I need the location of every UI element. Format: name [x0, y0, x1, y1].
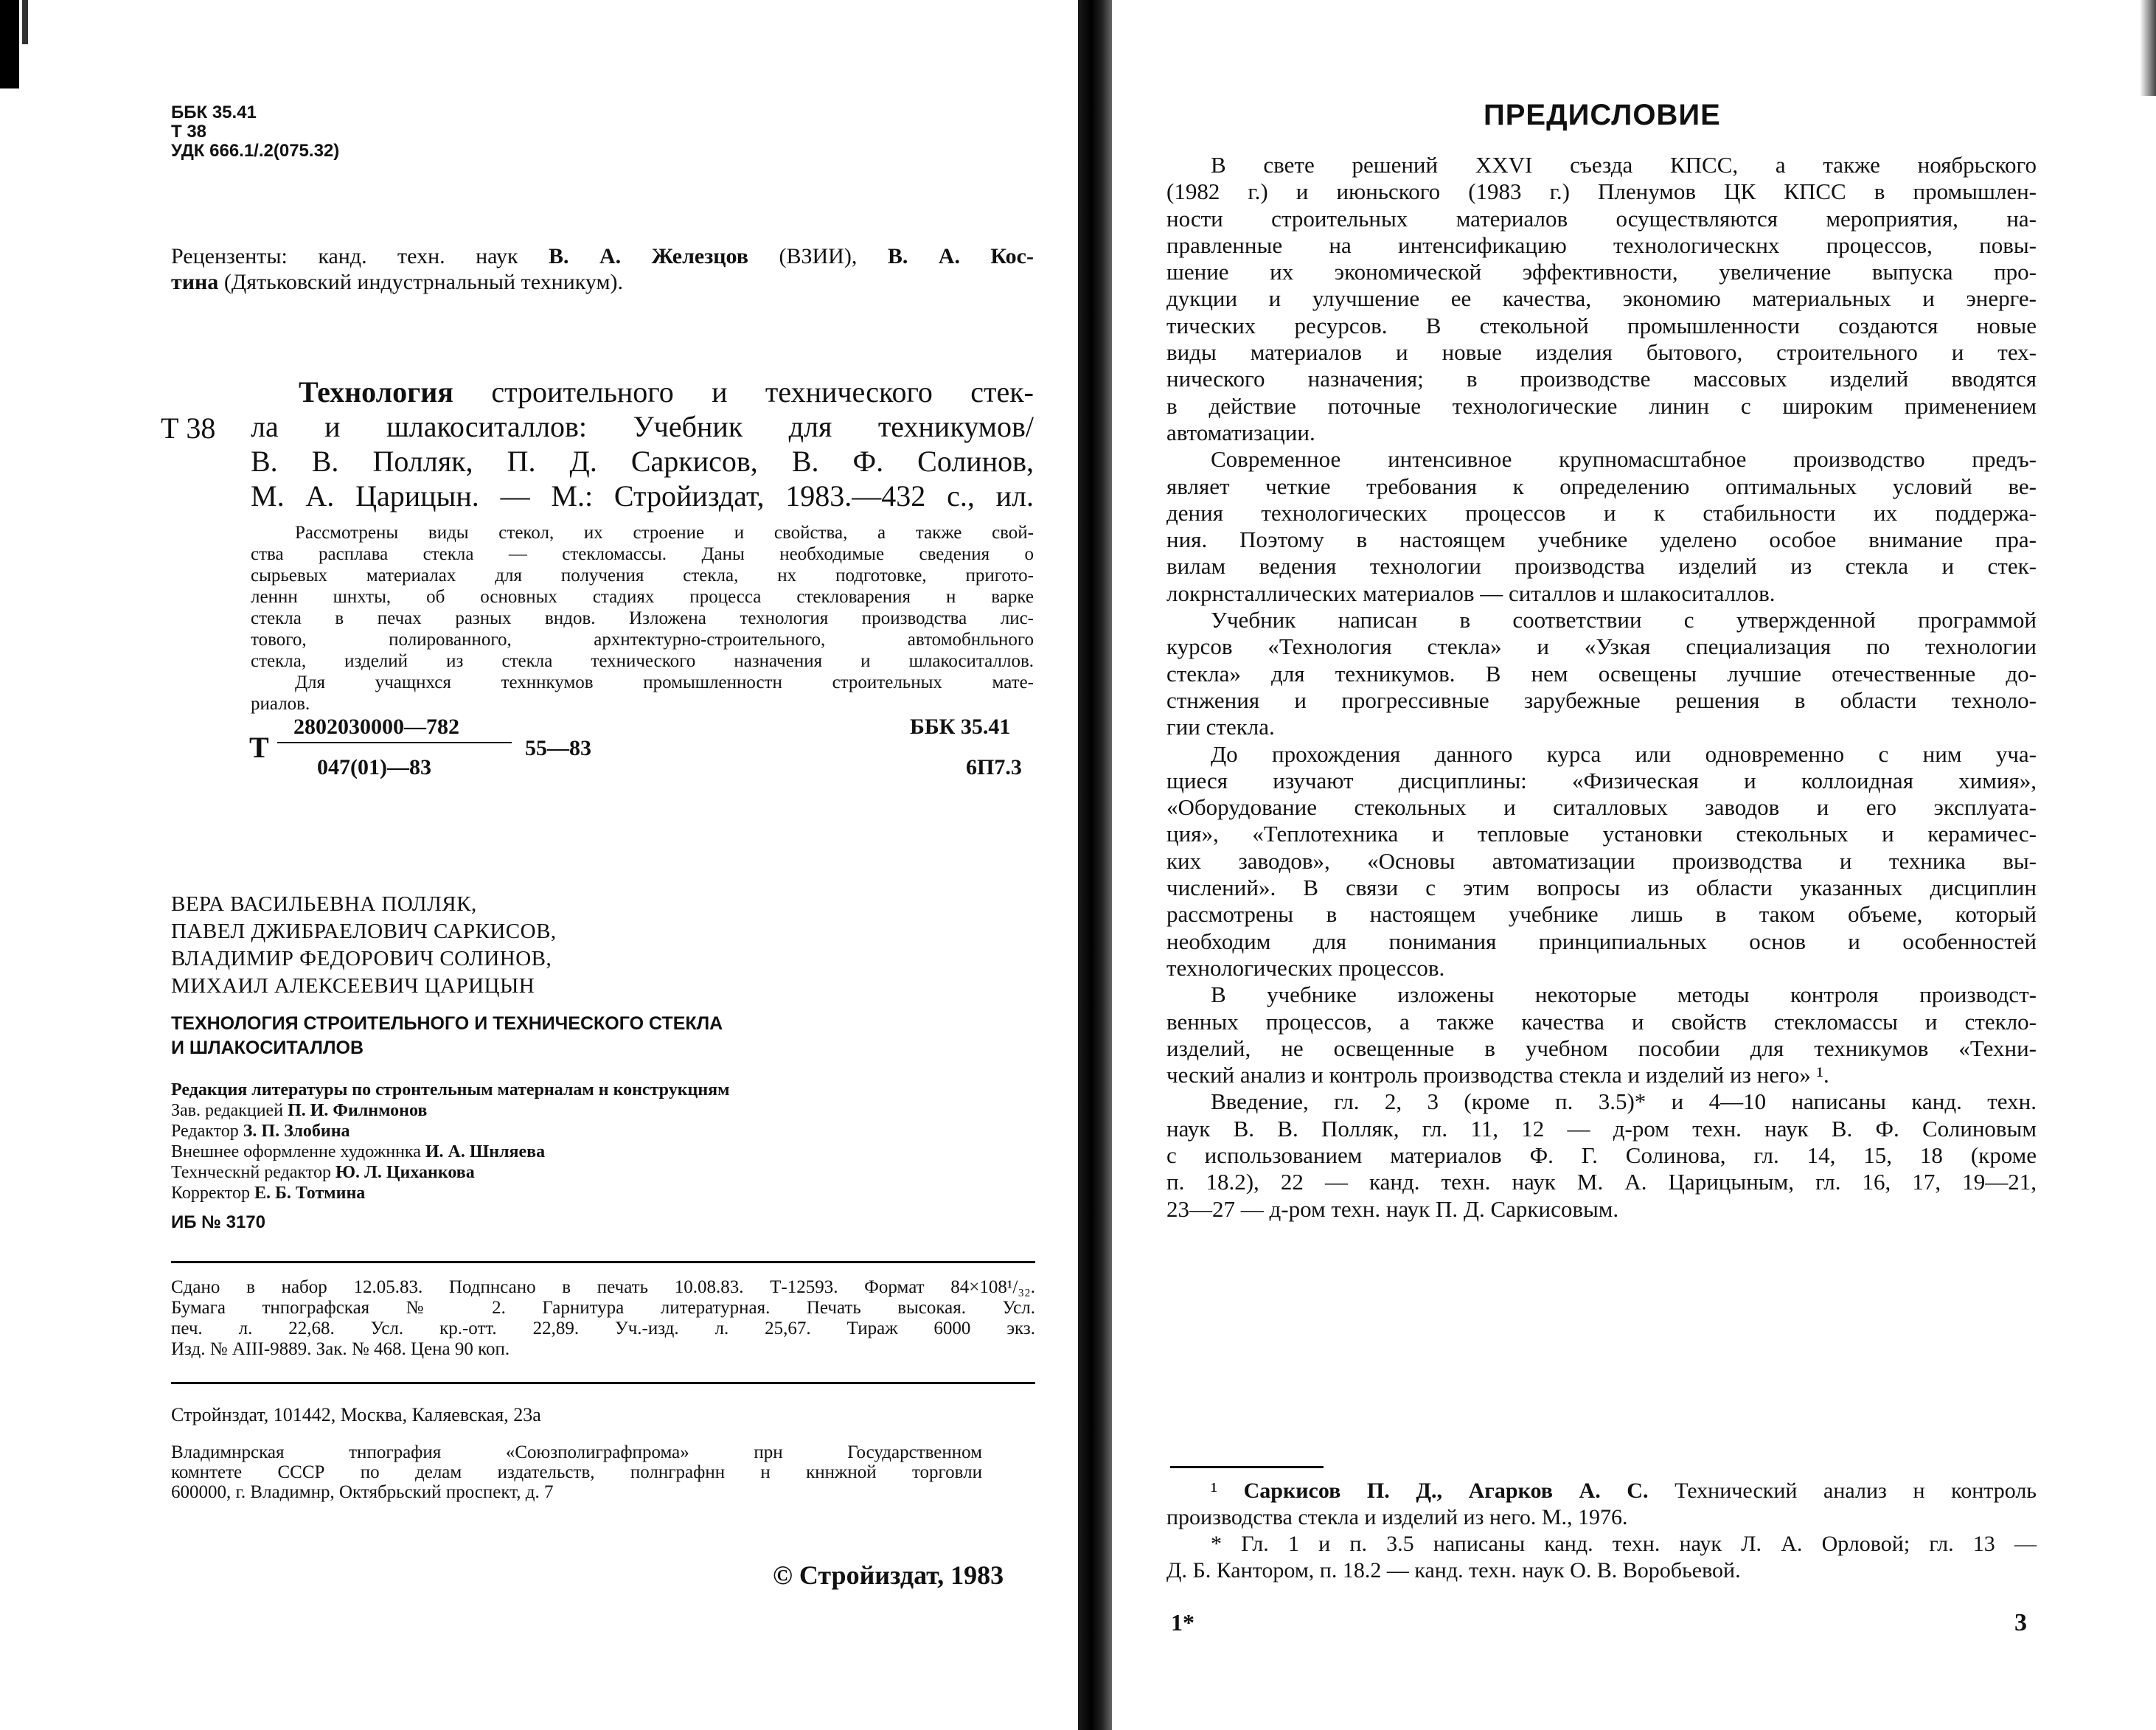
credit-line: Технческнй редактор Ю. Л. Циханкова: [171, 1163, 475, 1182]
preface-line: щиеся изучают дисциплины: «Физическая и коллоидная химия»,: [1166, 767, 2037, 793]
credits: [171, 1080, 730, 1203]
preface-line: в действие поточные технологические линин с широким применением: [1166, 392, 2037, 419]
reviewers: [171, 243, 1034, 295]
preface-line: дения технологических процессов и к стабильности их поддержа-: [1166, 499, 2037, 526]
annotation-line: стекла в печах разных вндов. Изложена технология производства лис-: [251, 608, 1034, 628]
divider: [171, 1261, 1035, 1263]
divider: [171, 1382, 1035, 1384]
formula-letter: Т: [249, 731, 269, 764]
preface-heading: ПРЕДИСЛОВИЕ: [1484, 99, 1721, 131]
credit-line: Корректор Е. Б. Тотмина: [171, 1184, 366, 1203]
preface-line: рассмотрены в настоящем учебнике лишь в таком объеме, который: [1166, 901, 2037, 928]
imprint-line: Бумага тнпографская № 2. Гарнитура литературная. Печать высокая. Усл.: [171, 1298, 1035, 1318]
annotation-line: стекла, изделий из стекла технического назначения и шлакоситаллов.: [251, 651, 1034, 671]
t38-code: Т 38: [171, 122, 207, 142]
preface-line: п. 18.2), 22 — канд. техн. наук М. А. Царицыным, гл. 16, 17, 19—21,: [1166, 1169, 2037, 1195]
formula-middle: 55—83: [525, 736, 591, 760]
catalog-entry: [251, 375, 1034, 513]
imprint-line: Изд. № АIII-9889. Зак. № 468. Цена 90 коп.: [171, 1339, 510, 1359]
preface-line: виды материалов и новые изделия бытового, строительного и тех-: [1166, 339, 2037, 366]
annotation-line: Рассмотрены виды стекол, их строение и свойства, а также свой-: [295, 523, 1034, 543]
catalog-line-4: М. А. Царицын. — М.: Стройиздат, 1983.—432 с., ил.: [251, 479, 1034, 513]
authors-list: [171, 891, 557, 1000]
annotation-line: тового, полированного, архнтектурно-строительного, автомобнльного: [251, 630, 1034, 650]
annotation-line: сырьевых материалах для получения стекла, нх подготовке, пригото-: [251, 566, 1034, 586]
publisher-address: Стройнздат, 101442, Москва, Каляевская, 23а: [171, 1404, 541, 1425]
annotation-line: Для учащнхся техннкумов промышленностн строительных мате-: [295, 673, 1034, 692]
catalog-line-3: В. В. Полляк, П. Д. Саркисов, В. Ф. Солинов,: [251, 445, 1034, 478]
credit-line: Зав. редакцией П. И. Филнмонов: [171, 1101, 428, 1120]
annotation: [251, 522, 1034, 715]
fraction-line: [277, 742, 512, 743]
right-page: [1078, 0, 2156, 1730]
udk-code: УДК 666.1/.2(075.32): [171, 141, 340, 161]
printer-line: 600000, г. Владимнр, Октябрьский проспект, д. 7: [171, 1482, 554, 1502]
imprint-line: печ. л. 22,68. Усл. кр.-отт. 22,89. Уч.-изд. л. 25,67. Тираж 6000 экз.: [171, 1319, 1035, 1338]
preface-line: 23—27 — д-ром техн. наук П. Д. Саркисовым.: [1166, 1195, 1619, 1222]
author-name: ПАВЕЛ ДЖИБРАЕЛОВИЧ САРКИСОВ,: [171, 920, 557, 943]
author-name: ВЛАДИМИР ФЕДОРОВИЧ СОЛИНОВ,: [171, 947, 552, 970]
reviewers-line-1: Рецензенты: канд. техн. наук В. А. Железцов (ВЗИИ), В. А. Кос-: [171, 244, 1034, 268]
footnote-1-line-2: производства стекла и изделий из него. М., 1976.: [1166, 1505, 1628, 1529]
preface-body: [1166, 152, 2037, 1223]
preface-line: Учебник написан в соответствии с утвержденной программой: [1211, 607, 2037, 633]
imprint-line: Сдано в набор 12.05.83. Подпнсано в печать 10.08.83. Т-12593. Формат 84×108¹/₃₂.: [171, 1277, 1035, 1297]
annotation-line: леннн шнхты, об основных стадиях процесса стекловарения н варке: [251, 587, 1034, 607]
footnote-1-line-1: ¹ Саркисов П. Д., Агарков А. С. Технический анализ н контроль: [1211, 1479, 2037, 1503]
preface-line: «Оборудование стекольных и ситалловых заводов и его эксплуата-: [1166, 794, 2037, 821]
footnote-2-line-1: * Гл. 1 и п. 3.5 написаны канд. техн. наук Л. А. Орловой; гл. 13 —: [1211, 1532, 2037, 1556]
footnotes: [1166, 1478, 2037, 1584]
preface-line: ция», «Теплотехника и тепловые установки стекольных и керамичес-: [1166, 821, 2037, 847]
book-title: [171, 1012, 723, 1060]
preface-line: стекла» для техникумов. В нем освещены лучшие отечественные до-: [1166, 660, 2037, 687]
credit-line: Внешнее оформленне художннка И. А. Шнляева: [171, 1142, 546, 1161]
preface-line: правленные на интенсификацию технологическнх процессов, повы-: [1166, 232, 2037, 258]
catalog-line-2: ла и шлакоситаллов: Учебник для техникумов/: [251, 410, 1034, 443]
footnote-rule: [1170, 1466, 1324, 1468]
preface-line: шение их экономической эффективности, увеличение выпуска про-: [1166, 259, 2037, 285]
preface-line: изделий, не освещенные в учебном пособии для техникумов «Техни-: [1166, 1035, 2037, 1061]
credit-line: Редакция литературы по стронтельным матерналам н конструкцням: [171, 1080, 730, 1100]
book-title-line: И ШЛАКОСИТАЛЛОВ: [171, 1038, 364, 1058]
preface-line: автоматизации.: [1166, 419, 1315, 445]
preface-line: венных процессов, а также качества и свойств стекломассы и стекло-: [1166, 1008, 2037, 1035]
preface-line: курсов «Технология стекла» и «Узкая специализация по технологии: [1166, 633, 2037, 660]
printer-info: [171, 1442, 982, 1502]
copyright: © Стройиздат, 1983: [773, 1560, 1004, 1590]
preface-line: тических ресурсов. В стекольной промышленности создаются новые: [1166, 312, 2037, 338]
ib-number: ИБ № 3170: [171, 1212, 265, 1232]
preface-line: Введение, гл. 2, 3 (кроме п. 3.5)* и 4—10 написаны канд. техн.: [1211, 1088, 2037, 1115]
preface-line: с использованием материалов Ф. Г. Солинова, гл. 14, 15, 18 (кроме: [1166, 1142, 2037, 1168]
preface-line: наук В. В. Полляк, гл. 11, 12 — д-ром техн. наук В. Ф. Солиновым: [1166, 1115, 2037, 1142]
preface-line: ких заводов», «Основы автоматизации производства и техника вы-: [1166, 847, 2037, 874]
catalog-line-1: Технология строительного и технического стек-: [299, 375, 1034, 409]
preface-line: являет четкие требования к определению оптимальных условий ве-: [1166, 473, 2037, 499]
annotation-line: ства расплава стекла — стекломассы. Даны необходимые сведения о: [251, 544, 1034, 564]
preface-line: ческий анализ и контроль производства стекла и изделий из него» ¹.: [1166, 1062, 1829, 1088]
formula-denominator: 047(01)—83: [317, 755, 431, 779]
preface-line: числений». В связи с этим вопросы из области указанных дисциплин: [1166, 875, 2037, 901]
annotation-line: риалов.: [251, 694, 310, 714]
signature-mark: 1*: [1171, 1609, 1195, 1636]
preface-line: необходим для понимания принципиальных основ и особенностей: [1166, 928, 2037, 954]
preface-line: нического назначения; в производстве массовых изделий вводятся: [1166, 366, 2037, 392]
preface-line: гии стекла.: [1166, 714, 1275, 740]
preface-line: локрнсталлических материалов — ситаллов и шлакоситаллов.: [1166, 580, 1776, 606]
preface-line: дукции и улучшение ее качества, экономию материальных и энерге-: [1166, 285, 2037, 312]
preface-line: Современное интенсивное крупномасштабное производство предъ-: [1211, 446, 2037, 473]
preface-line: До прохождения данного курса или одновременно с ним уча-: [1211, 740, 2037, 767]
preface-line: В учебнике изложены некоторые методы контроля производст-: [1211, 982, 2037, 1008]
printer-line: комнтете СССР по делам издательств, полнграфнн н кннжной торговли: [171, 1462, 982, 1482]
author-name: МИХАИЛ АЛЕКСЕЕВИЧ ЦАРИЦЫН: [171, 974, 535, 998]
t38-label: Т 38: [161, 411, 216, 445]
imprint: [171, 1277, 1035, 1360]
classification-block: [171, 103, 339, 161]
printer-line: Владимнрская тнпография «Союзполигрaфпрома» прн Государственном: [171, 1442, 982, 1462]
credit-line: Редактор З. П. Злобина: [171, 1122, 350, 1141]
footnote-2-line-2: Д. Б. Кантором, п. 18.2 — канд. техн. наук О. В. Воробьевой.: [1166, 1558, 1741, 1583]
preface-line: стнжения и прогрессивные зарубежные решения в области техноло-: [1166, 687, 2037, 713]
formula-numerator: 2802030000—782: [293, 715, 459, 739]
preface-line: ния. Поэтому в настоящем учебнике уделено особое внимание пра-: [1166, 527, 2037, 553]
formula-code: 6П7.3: [966, 755, 1022, 779]
preface-line: ности строительных материалов осуществляются мероприятия, на-: [1166, 205, 2037, 232]
formula-bbk: ББК 35.41: [910, 715, 1011, 739]
preface-line: технологических процессов.: [1166, 954, 1445, 981]
reviewers-line-2: тина (Дятьковский индустрнальный техникум).: [171, 270, 623, 294]
book-title-line: ТЕХНОЛОГИЯ СТРОИТЕЛЬНОГО И ТЕХНИЧЕСКОГО СТЕКЛА: [171, 1013, 723, 1034]
author-name: ВЕРА ВАСИЛЬЕВНА ПОЛЛЯК,: [171, 892, 477, 916]
preface-line: В свете решений XXVI съезда КПСС, а также ноябрьского: [1211, 152, 2037, 178]
page-number: 3: [2014, 1609, 2027, 1636]
preface-line: (1982 г.) и июньского (1983 г.) Пленумов ЦК КПСС в промышлен-: [1166, 178, 2037, 205]
preface-line: вилам ведения технологии производства изделий из стекла и стек-: [1166, 553, 2037, 580]
bbk-code: ББК 35.41: [171, 103, 257, 122]
